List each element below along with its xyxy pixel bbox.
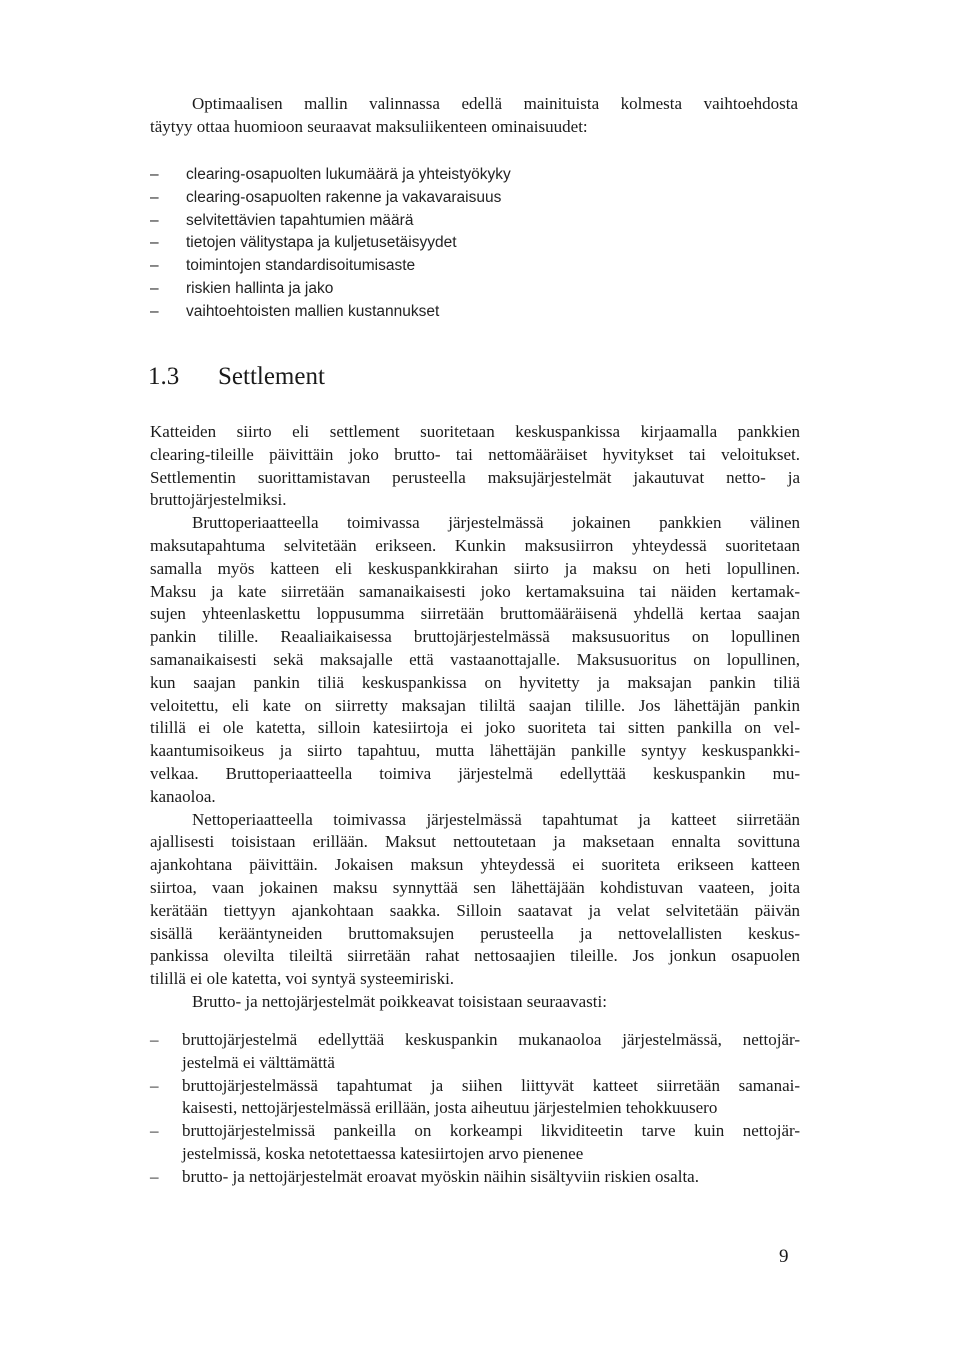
- text-line: sisällä kerääntyneiden bruttomaksujen perusteella ja nettovelallisten keskus-: [150, 923, 800, 943]
- text-line: bruttojärjestelmissä pankeilla on korkeampi likviditeetin tarve kuin nettojär-: [182, 1121, 800, 1141]
- dash-bullet: –: [150, 166, 159, 183]
- page-number: 9: [779, 1246, 789, 1267]
- text-line: sujen yhteenlaskettu loppusumma siirretään bruttomääräisenä yhdellä kertaa saajan: [150, 604, 800, 624]
- dash-bullet: –: [150, 1075, 159, 1095]
- dash-bullet: –: [150, 1121, 159, 1141]
- text-line: tilillä ei ole katetta, silloin katesiirtoja ei joko suoriteta tai sitten pankilla on vel-: [150, 718, 800, 738]
- section-number: 1.3: [148, 363, 180, 390]
- list-item-text: toimintojen standardisoitumisaste: [186, 257, 416, 275]
- list-item: [150, 210, 650, 233]
- text-line: clearing-tileille päivittäin joko brutto- tai nettomääräiset hyvitykset tai veloitukset.: [150, 444, 800, 464]
- list-item-text: vaihtoehtoisten mallien kustannukset: [186, 302, 440, 320]
- text-line: jestelmissä, koska netotettaessa katesiirtojen arvo pienenee: [182, 1143, 584, 1163]
- list-item-text: selvitettävien tapahtumien määrä: [186, 211, 414, 229]
- list-item-text: clearing-osapuolten lukumäärä ja yhteistyökyky: [186, 166, 511, 183]
- text-line: Bruttoperiaatteella toimivassa järjestelmässä jokainen pankkien välinen: [192, 513, 800, 533]
- text-line: täytyy ottaa huomioon seuraavat maksuliikenteen ominaisuudet:: [150, 116, 588, 136]
- text-line: velkaa. Bruttoperiaatteella toimiva järjestelmä edellyttää keskuspankin mu-: [150, 763, 800, 783]
- list-item-text: tietojen välitystapa ja kuljetusetäisyydet: [186, 234, 457, 252]
- text-line: maksutapahtuma selvitetään erikseen. Kunkin maksusiirron yhteydessä suoritetaan: [150, 535, 800, 555]
- text-line: veloitettu, eli kate on siirretty maksajan tililtä saajan tilille. Jos lähettäjän pankin: [150, 695, 800, 715]
- list-item: [150, 255, 650, 278]
- text-line: brutto- ja nettojärjestelmät eroavat myöskin näihin sisältyviin riskien osalta.: [182, 1166, 699, 1186]
- text-line: Nettoperiaatteella toimivassa järjestelmässä tapahtumat ja katteet siirretään: [192, 809, 800, 829]
- text-line: Maksu ja kate siirretään samanaikaisesti joko kertamaksuina tai näiden kertamak-: [150, 581, 800, 601]
- list-item: [150, 187, 650, 210]
- text-line: samalla myös katteen eli keskuspankkirahan siirto ja maksu on heti lopullinen.: [150, 558, 800, 578]
- list-item-text: clearing-osapuolten rakenne ja vakavaraisuus: [186, 188, 502, 206]
- dash-bullet: –: [150, 234, 159, 252]
- list-item: [150, 1075, 800, 1121]
- text-line: ajankohtana päivittäin. Jokaisen maksun yhteydessä ei suoriteta erikseen katteen: [150, 855, 800, 875]
- list-item-text: riskien hallinta ja jako: [186, 279, 334, 297]
- text-line: kanaoloa.: [150, 786, 216, 806]
- dash-bullet: –: [150, 1030, 159, 1049]
- list-item: [150, 232, 650, 255]
- text-line: bruttojärjestelmiksi.: [150, 490, 287, 510]
- intro-paragraph: [150, 93, 798, 139]
- text-line: Katteiden siirto eli settlement suoritetaan keskuspankissa kirjaamalla pankkien: [150, 422, 800, 441]
- text-line: Optimaalisen mallin valinnassa edellä mainituista kolmesta vaihtoehdosta: [192, 94, 798, 113]
- text-line: kaisesti, nettojärjestelmässä erillään, josta aiheutuu järjestelmien tehokkuusero: [182, 1098, 718, 1118]
- text-line: samanaikaisesti sekä maksajalle että vastaanottajalle. Maksusuoritus on lopullinen,: [150, 649, 800, 669]
- list-item: [150, 164, 650, 187]
- text-line: tilillä ei ole katetta, voi syntyä systeemiriski.: [150, 969, 455, 989]
- dash-bullet: –: [150, 211, 159, 229]
- list-item: [150, 301, 650, 324]
- text-line: bruttojärjestelmä edellyttää keskuspankin mukanaoloa järjestelmässä, nettojär-: [182, 1030, 800, 1049]
- text-line: Settlementin suorittamistavan perusteella maksujärjestelmät jakautuvat netto- ja: [150, 467, 800, 487]
- text-line: kaantumisoikeus ja siirto tapahtuu, mutta lähettäjän pankille syntyy keskuspankki-: [150, 741, 800, 761]
- text-line: pankin tilille. Reaaliaikaisessa bruttojärjestelmässä maksusuoritus on lopullinen: [150, 627, 800, 647]
- text-line: pankissa olevilta tileiltä siirretään rahat nettosaajien tileille. Jos jonkun osapuolen: [150, 946, 800, 966]
- text-line: ajallisesti toisistaan erillään. Maksut nettoutetaan ja maksetaan ennalta sovittuna: [150, 832, 800, 852]
- text-line: Brutto- ja nettojärjestelmät poikkeavat toisistaan seuraavasti:: [192, 991, 607, 1011]
- comparison-list: [150, 1029, 800, 1189]
- list-item: [150, 1166, 800, 1189]
- list-item: [150, 1029, 800, 1075]
- list-item: [150, 278, 650, 301]
- dash-bullet: –: [150, 279, 159, 297]
- section-title: Settlement: [218, 363, 325, 390]
- dash-bullet: –: [150, 257, 159, 275]
- text-line: kun saajan pankin tiliä keskuspankissa on hyvitetty ja maksajan pankin tiliä: [150, 672, 800, 692]
- section-heading: [148, 363, 325, 391]
- text-line: bruttojärjestelmässä tapahtumat ja siihen liittyvät katteet siirretään samanai-: [182, 1075, 800, 1095]
- list-item: [150, 1120, 800, 1166]
- text-line: kerätään tiettyyn ajankohtaan saakka. Silloin saatavat ja velat selvitetään päivän: [150, 900, 800, 920]
- body-text: [150, 421, 800, 1014]
- property-list: [150, 164, 650, 324]
- dash-bullet: –: [150, 1166, 159, 1186]
- dash-bullet: –: [150, 188, 159, 206]
- dash-bullet: –: [150, 302, 159, 320]
- text-line: siirtoa, vaan jokainen maksu synnyttää sen lähettäjään kohdistuvan vaateen, joita: [150, 877, 800, 897]
- text-line: jestelmä ei välttämättä: [182, 1052, 335, 1072]
